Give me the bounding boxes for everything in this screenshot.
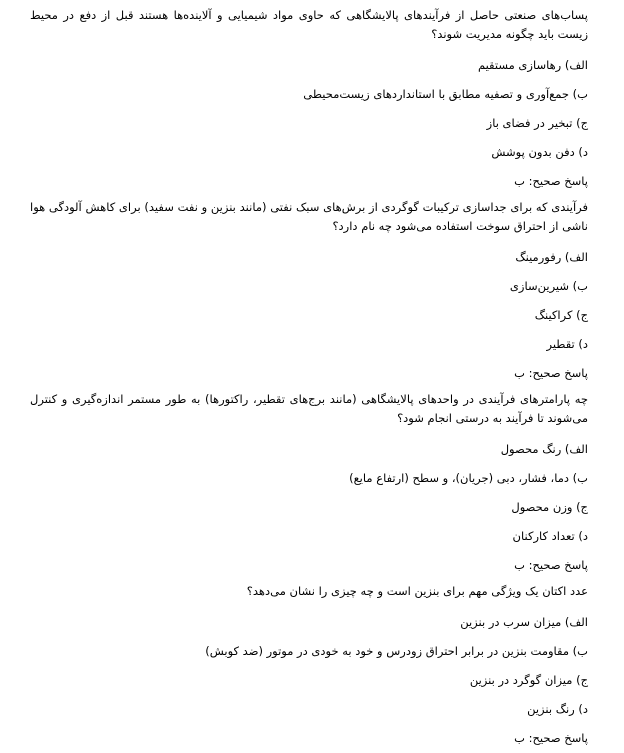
option-a: الف) میزان سرب در بنزین [460, 615, 588, 629]
option-d: د) تعداد کارکنان [512, 529, 588, 543]
option-c: ج) وزن محصول [511, 500, 588, 514]
correct-answer: پاسخ صحیح: ب [514, 558, 588, 572]
question-text: پساب‌های صنعتی حاصل از فرآیندهای پالایشگاهی که حاوی مواد شیمیایی و آلاینده‌ها هستند قبل از دفع در محیط زیست باید چگونه مدیریت شوند؟ [30, 8, 588, 41]
correct-answer: پاسخ صحیح: ب [514, 366, 588, 380]
question-text: چه پارامترهای فرآیندی در واحدهای پالایشگاهی (مانند برج‌های تقطیر، راکتورها) به طور مستمر اندازه‌گیری و کنترل می‌شوند تا فرآیند به درستی انجام شود؟ [30, 392, 588, 425]
option-d: د) تقطیر [546, 337, 588, 351]
correct-answer: پاسخ صحیح: ب [514, 731, 588, 745]
question-block-2 [30, 198, 588, 381]
question-block-1 [30, 6, 588, 189]
option-b: ب) جمع‌آوری و تصفیه مطابق با استانداردهای زیست‌محیطی [303, 87, 588, 101]
option-b: ب) مقاومت بنزین در برابر احتراق زودرس و خود به خودی در موتور (ضد کوبش) [205, 644, 588, 658]
question-block-4 [30, 582, 588, 746]
option-b: ب) شیرین‌سازی [509, 279, 588, 293]
question-text: فرآیندی که برای جداسازی ترکیبات گوگردی از برش‌های سبک نفتی (مانند بنزین و نفت سفید) برای کاهش آلودگی هوا ناشی از احتراق سوخت استفاده می‌شود چه نام دارد؟ [30, 200, 588, 233]
option-c: ج) تبخیر در فضای باز [486, 116, 588, 130]
option-d: د) رنگ بنزین [527, 702, 588, 716]
question-block-3 [30, 390, 588, 573]
option-a: الف) رفورمینگ [515, 250, 588, 264]
option-c: ج) میزان گوگرد در بنزین [469, 673, 588, 687]
option-c: ج) کراکینگ [534, 308, 588, 322]
option-a: الف) رهاسازی مستقیم [477, 58, 588, 72]
correct-answer: پاسخ صحیح: ب [514, 174, 588, 188]
option-a: الف) رنگ محصول [500, 442, 588, 456]
option-b: ب) دما، فشار، دبی (جریان)، و سطح (ارتفاع مایع) [349, 471, 588, 485]
question-text: عدد اکتان یک ویژگی مهم برای بنزین است و چه چیزی را نشان می‌دهد؟ [246, 584, 588, 598]
option-d: د) دفن بدون پوشش [491, 145, 588, 159]
